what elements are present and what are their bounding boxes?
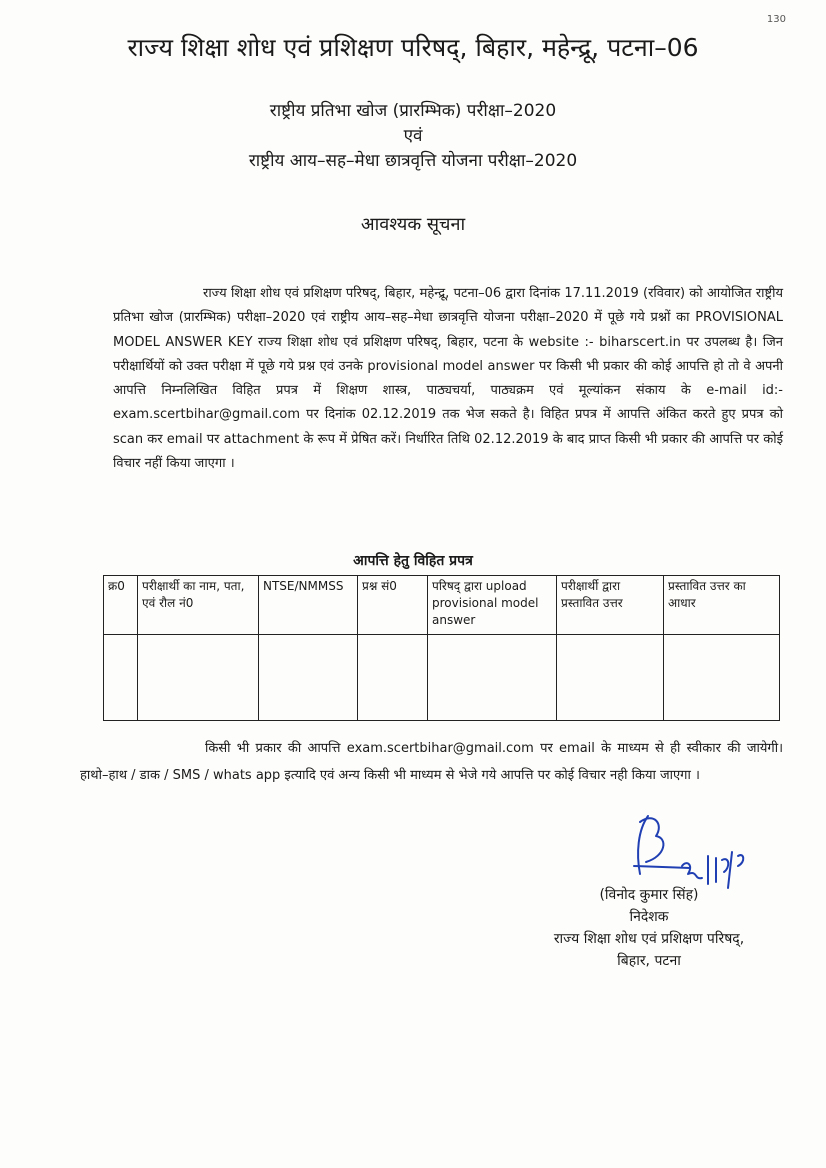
- table-header-question-no: प्रश्न सं0: [358, 576, 428, 635]
- table-header-row: [104, 576, 780, 635]
- table-cell: [664, 635, 780, 721]
- table-cell: [358, 635, 428, 721]
- signatory-org-line-1: राज्य शिक्षा शोध एवं प्रशिक्षण परिषद्,: [553, 931, 745, 947]
- objection-form-table: [103, 575, 780, 721]
- signatory-org-line-2: बिहार, पटना: [617, 953, 681, 969]
- notice-body-paragraph: राज्य शिक्षा शोध एवं प्रशिक्षण परिषद्, बिहार, महेन्द्रू, पटना–06 द्वारा दिनांक 17.11.2019 (रविवार) को आयोजित राष्ट्रीय प्रतिभा खोज (प्रारम्भिक) परीक्षा–2020 एवं राष्ट्रीय आय–सह–मेधा छात्रवृत्ति योजना परीक्षा–2020 में पूछे गये प्रश्नों का PROVISIONAL MODEL ANSWER KEY राज्य शिक्षा शोध एवं प्रशिक्षण परिषद्, बिहार, पटना के website :- biharscert.in पर उपलब्ध है। जिन परीक्षार्थियों को उक्त परीक्षा में पूछे गये प्रश्न एवं उनके provisional model answer पर किसी भी प्रकार की कोई आपत्ति हो तो वे अपनी आपत्ति निम्नलिखित विहित प्रपत्र में शिक्षण शास्त्र, पाठ्यचर्या, पाठ्यक्रम एवं मूल्यांकन संकाय के e-mail id:- exam.scertbihar@gmail.com पर दिनांक 02.12.2019 तक भेज सकते है। विहित प्रपत्र में आपत्ति अंकित करते हुए प्रपत्र को scan कर email पर attachment के रूप में प्रेषित करें। निर्धारित तिथि 02.12.2019 के बाद प्राप्त किसी भी प्रकार की आपत्ति पर कोई विचार नहीं किया जाएगा ।: [113, 286, 783, 472]
- signatory-name: (विनोद कुमार सिंह): [599, 887, 699, 903]
- table-header-proposed-answer: परीक्षार्थी द्वारा प्रस्तावित उत्तर: [557, 576, 664, 635]
- table-cell: [138, 635, 259, 721]
- page-number: 130: [766, 14, 786, 25]
- table-cell: [428, 635, 557, 721]
- table-header-exam-type: NTSE/NMMSS: [259, 576, 358, 635]
- notice-heading: आवश्यक सूचना: [360, 214, 466, 235]
- table-cell: [104, 635, 138, 721]
- exam-title-conjunction: एवं: [403, 126, 423, 146]
- table-row: [104, 635, 780, 721]
- signatory-designation: निदेशक: [629, 909, 669, 925]
- table-header-serial: क्र0: [104, 576, 138, 635]
- table-header-basis: प्रस्तावित उत्तर का आधार: [664, 576, 780, 635]
- table-cell: [557, 635, 664, 721]
- page-title: राज्य शिक्षा शोध एवं प्रशिक्षण परिषद्, बिहार, महेन्द्रू, पटना–06: [127, 33, 699, 62]
- table-header-provisional-answer: परिषद् द्वारा upload provisional model answer: [428, 576, 557, 635]
- exam-title-line-2: राष्ट्रीय आय–सह–मेधा छात्रवृत्ति योजना परीक्षा–2020: [248, 151, 578, 171]
- form-title: आपत्ति हेतु विहित प्रपत्र: [353, 553, 473, 569]
- exam-title-line-1: राष्ट्रीय प्रतिभा खोज (प्रारम्भिक) परीक्षा–2020: [269, 101, 557, 121]
- handwritten-signature: [620, 808, 770, 893]
- footer-paragraph: किसी भी प्रकार की आपत्ति exam.scertbihar@gmail.com पर email के माध्यम से ही स्वीकार की जायेगी। हाथो–हाथ / डाक / SMS / whats app इत्यादि एवं अन्य किसी भी माध्यम से भेजे गये आपत्ति पर कोई विचार नही किया जाएगा ।: [80, 741, 783, 783]
- table-cell: [259, 635, 358, 721]
- signature-block: [524, 884, 774, 972]
- table-header-candidate: परीक्षार्थी का नाम, पता, एवं रौल नं0: [138, 576, 259, 635]
